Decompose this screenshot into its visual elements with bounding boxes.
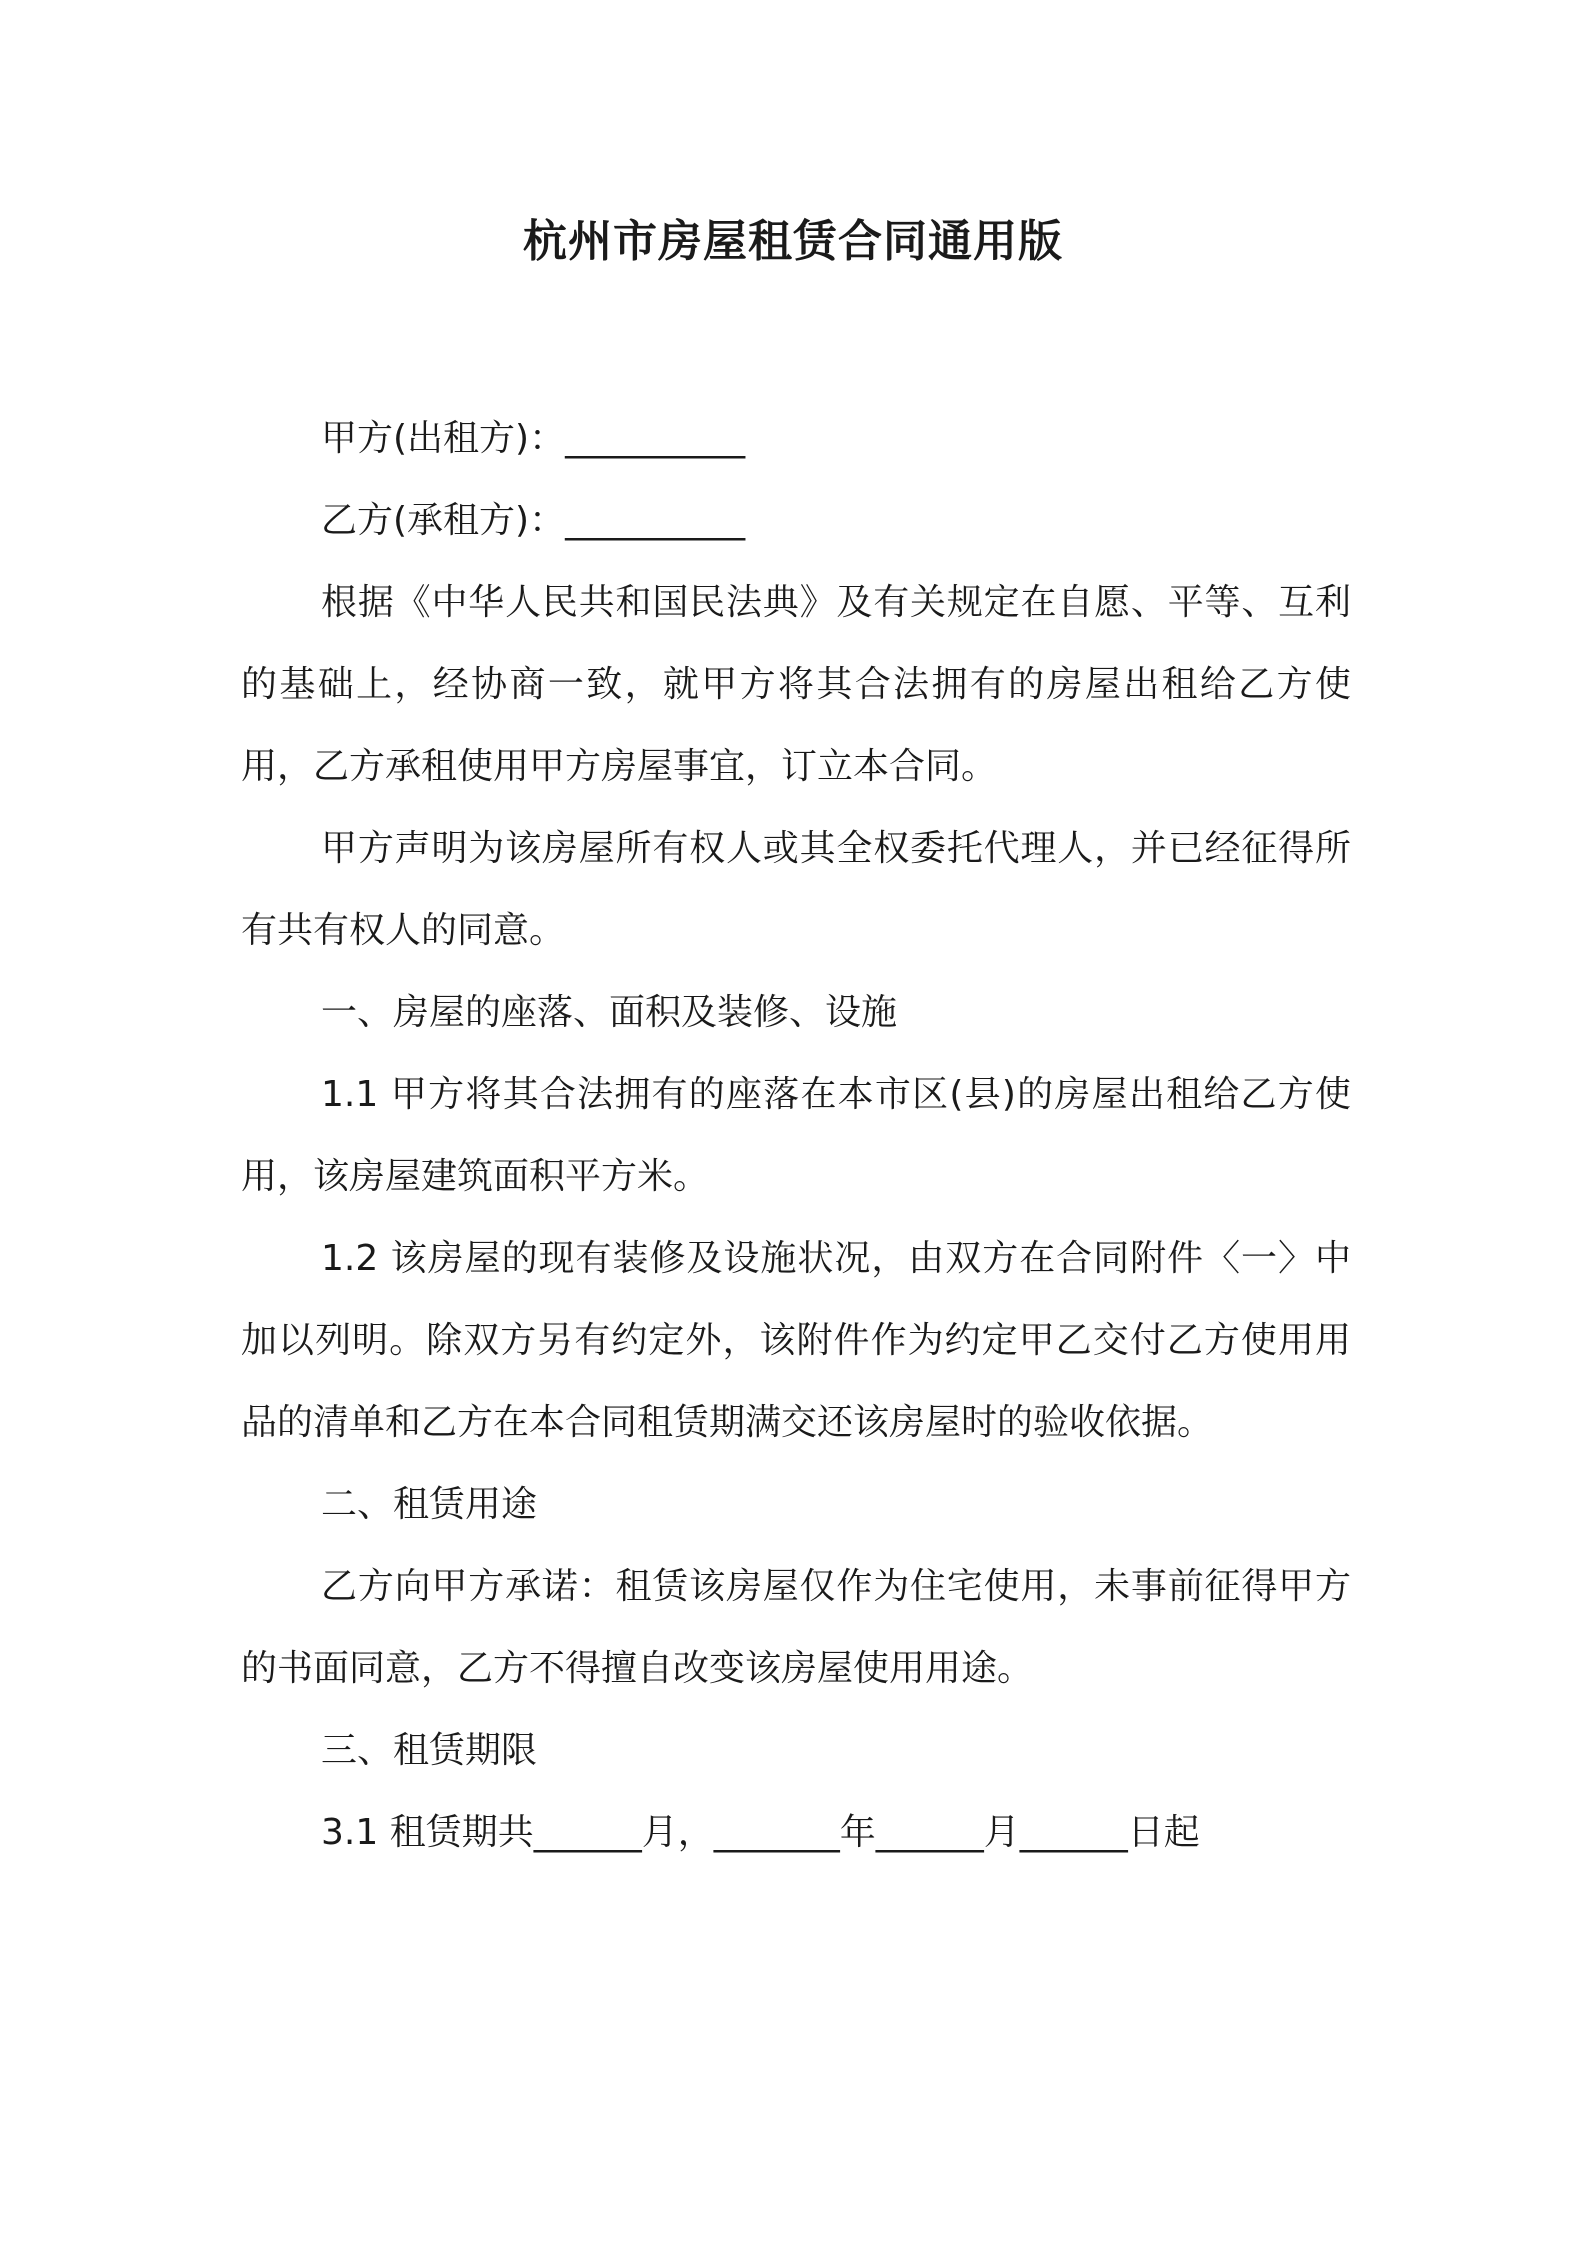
document-body	[241, 398, 1351, 1874]
section-2-paragraph: 乙方向甲方承诺：租赁该房屋仅作为住宅使用，未事前征得甲方的书面同意，乙方不得擅自改变该房屋使用用途。	[241, 1566, 1351, 1689]
declaration-paragraph: 甲方声明为该房屋所有权人或其全权委托代理人，并已经征得所有共有权人的同意。	[241, 828, 1351, 951]
document-title: 杭州市房屋租赁合同通用版	[523, 216, 1063, 267]
party-b-line: 乙方(承租方)：__________	[321, 500, 746, 541]
party-a-line: 甲方(出租方)：__________	[321, 418, 746, 459]
section-3-heading: 三、租赁期限	[321, 1730, 538, 1771]
section-2-heading: 二、租赁用途	[321, 1484, 538, 1525]
preamble-paragraph: 根据《中华人民共和国民法典》及有关规定在自愿、平等、互利的基础上，经协商一致，就甲方将其合法拥有的房屋出租给乙方使用，乙方承租使用甲方房屋事宜，订立本合同。	[241, 582, 1351, 787]
section-1-heading: 一、房屋的座落、面积及装修、设施	[321, 992, 898, 1033]
clause-3-1: 3.1 租赁期共______月，_______年______月______日起	[321, 1812, 1200, 1853]
clause-1-1: 1.1 甲方将其合法拥有的座落在本市区(县)的房屋出租给乙方使用，该房屋建筑面积平方米。	[241, 1074, 1351, 1197]
clause-1-2: 1.2 该房屋的现有装修及设施状况，由双方在合同附件〈一〉中加以列明。除双方另有约定外，该附件作为约定甲乙交付乙方使用用品的清单和乙方在本合同租赁期满交还该房屋时的验收依据。	[241, 1238, 1351, 1443]
